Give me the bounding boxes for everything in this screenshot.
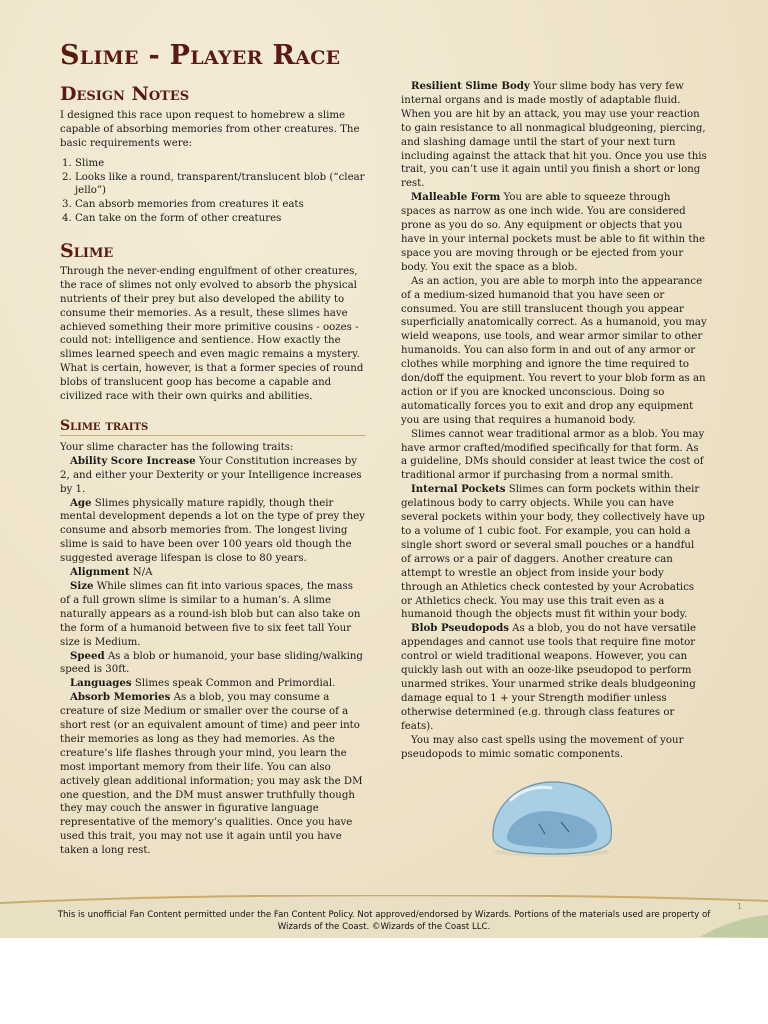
trait-ability: Ability Score Increase Your Constitution increases by 2, and either your Dexterity or your Intelligence increases by 1. [60, 454, 362, 495]
trait-malleable: Malleable Form You are able to squeeze through spaces as narrow as one inch wide. You are considered prone as you do so. Any equipment or objects that you have in your internal pockets must be able to fit within the space you are moving through or be ejected from your body. You exit the space as a blob. [401, 191, 705, 273]
trait-speed: Speed As a blob or humanoid, your base sliding/walking speed is 30ft. [60, 649, 363, 676]
footer-legal-text: This is unofficial Fan Content permitted under the Fan Content Policy. Not approved/endorsed by Wizards. Portions of the materials used are property of Wizards of the Coast. ©Wizards of the Coast LLC. [57, 910, 711, 932]
trait-languages: Languages Slimes speak Common and Primordial. [70, 677, 336, 690]
trait-name: Absorb Memories [70, 691, 171, 704]
trait-name: Resilient Slime Body [411, 80, 530, 92]
trait-internal-pockets: Internal Pockets Slimes can form pockets within their gelatinous body to carry objects. While you can have several pockets within your body, they collectively have up to a volume of 1 cubic foot. For example, you can hold a single short sword or several small pouches or a handful of arrows or a pair of daggers. Another creature can attempt to wrestle an object from inside your body through an Athletics check contested by your Acrobatics or Athletics check. You may use this trait even as a humanoid though the objects must fit within your body. [401, 483, 705, 621]
armor-paragraph: Slimes cannot wear traditional armor as a blob. You may have armor crafted/modified specifically for that form. As a guideline, DMs should consider at least twice the cost of traditional armor if purchasing from a normal smith. [401, 428, 705, 482]
trait-name: Alignment [70, 566, 130, 579]
traits-intro: Your slime character has the following traits: [60, 441, 294, 453]
traits-section [60, 420, 366, 858]
design-notes-heading: Design Notes [60, 83, 190, 105]
requirements-list [60, 157, 366, 227]
page-number: 1 [737, 902, 743, 911]
list-item: 3. Can absorb memories from creatures it eats [75, 198, 366, 212]
page-title: Slime - Player Race [60, 40, 341, 71]
trait-name: Size [70, 579, 94, 592]
trait-size: Size While slimes can fit into various spaces, the mass of a full grown slime is similar to a human’s. A slime naturally appears as a round-ish blob but can also take on the form of a humanoid between five to six feet tall Your size is Medium. [60, 579, 361, 648]
slime-description: Through the never-ending engulfment of other creatures, the race of slimes not only evolved to absorb the physical nutrients of their prey but also developed the ability to consume their memories. As a result, these slimes have achieved something their more primitive cousins - oozes - could not: intelligence and sentience. How exactly the slimes learned speech and even magic remains a mystery. What is certain, however, is that a former species of round blobs of translucent goop has become a capable and civilized race with their own quirks and abilities. [60, 265, 364, 403]
traits-heading: Slime traits [60, 420, 366, 436]
list-item: 4. Can take on the form of other creatures [75, 212, 366, 226]
trait-name: Speed [70, 649, 105, 662]
trait-name: Languages [70, 677, 132, 690]
trait-name: Age [70, 496, 92, 509]
slime-heading: Slime [60, 240, 114, 262]
morph-paragraph: As an action, you are able to morph into the appearance of a medium-sized humanoid that you have seen or consumed. You are still translucent though you appear superficially anatomically correct. As a humanoid, you may wield weapons, use tools, and wear armor similar to other humanoids. You can also form in and out of any armor or clothes while morphing and ignore the time required to don/doff the equipment. You revert to your blob form as an action or if you are knocked unconscious. Doing so automatically forces you to exit and drop any equipment you are using that requires a humanoid body. [401, 275, 707, 426]
traits-continued [401, 80, 707, 761]
trait-alignment: Alignment N/A [70, 566, 153, 579]
spells-paragraph: You may also cast spells using the movement of your pseudopods to mimic somatic components. [401, 734, 684, 760]
slime-illustration [487, 778, 617, 858]
design-notes-intro: I designed this race upon request to homebrew a slime capable of absorbing memories from other creatures. The basic requirements were: [60, 109, 360, 149]
trait-name: Malleable Form [411, 191, 501, 204]
list-item: 2. Looks like a round, transparent/translucent blob (“clear jello”) [75, 171, 366, 199]
trait-name: Ability Score Increase [70, 454, 196, 467]
trait-blob-pseudopods: Blob Pseudopods As a blob, you do not have versatile appendages and cannot use tools that require fine motor control or wield traditional weapons. However, you can quickly lash out with an ooze-like pseudopod to perform unarmed strikes. Your unarmed strike deals bludgeoning damage equal to 1 + your Strength modifier unless otherwise determined (e.g. through class features or feats). [401, 622, 697, 732]
design-notes-section [60, 83, 366, 226]
left-column [60, 0, 366, 938]
trait-name: Internal Pockets [411, 483, 506, 496]
list-item: 1. Slime [75, 157, 366, 171]
trait-age: Age Slimes physically mature rapidly, though their mental development depends a lot on the type of prey they consume and absorb memories from. The longest living slime is said to have been over 100 years old though the suggested average lifespan is close to 80 years. [60, 496, 365, 565]
trait-resilient: Resilient Slime Body Your slime body has very few internal organs and is made mostly of adaptable fluid. When you are hit by an attack, you may use your reaction to gain resistance to all nonmagical bludgeoning, piercing, and slashing damage until the start of your next turn including against the attack that hit you. Once you use this trait, you can’t use it again until you finish a short or long rest. [401, 80, 707, 190]
trait-name: Blob Pseudopods [411, 622, 509, 635]
slime-section [60, 240, 366, 404]
trait-absorb-memories: Absorb Memories As a blob, you may consume a creature of size Medium or smaller over the course of a short rest (or an equivalent amount of time) and peer into their memories as long as they had memories. As the creature’s life flashes through your mind, you learn the most important memory from their life. You can also actively glean additional information; you may ask the DM one question, and the DM must answer truthfully though they may couch the answer in figurative language representative of the memory’s qualities. Once you have used this trait, you may not use it again until you have taken a long rest. [60, 691, 363, 857]
